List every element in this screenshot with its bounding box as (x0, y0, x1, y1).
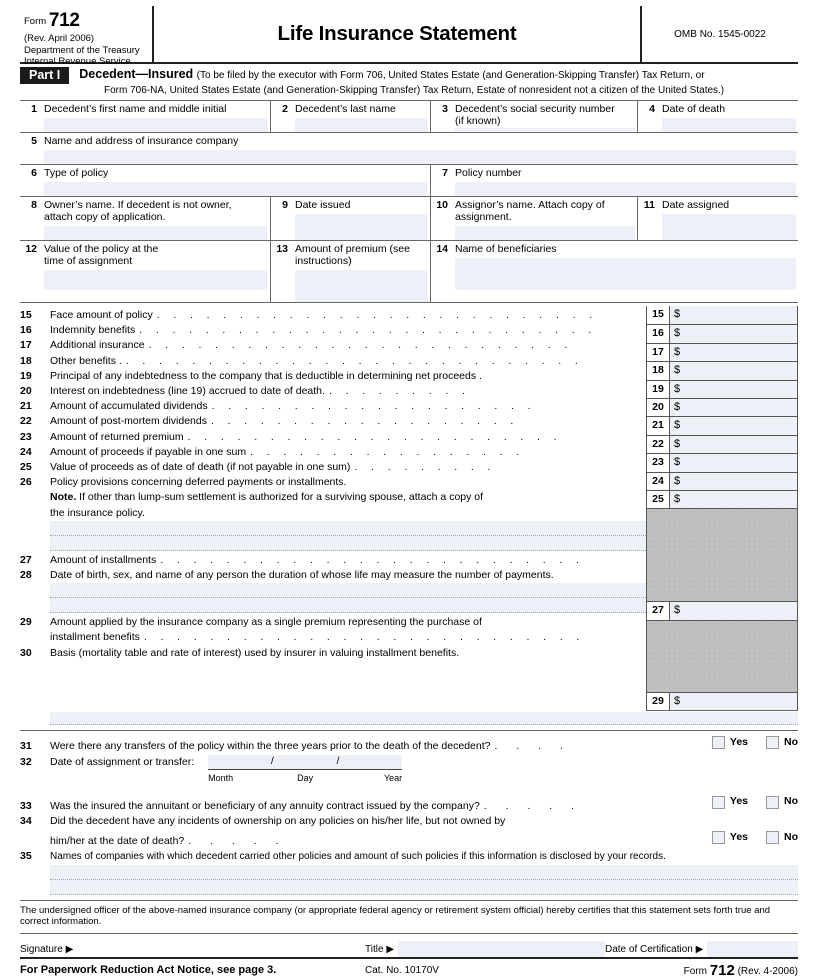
field-5-number: 5 (31, 135, 37, 147)
amount-21-input[interactable]: $ (670, 417, 797, 434)
field-row-5 (20, 133, 798, 165)
form-number: 712 (48, 10, 80, 31)
field-8-input[interactable] (44, 226, 268, 240)
amount-16-number: 16 (647, 325, 670, 342)
field-row-6-7 (20, 165, 798, 197)
arrow-icon: ▶ (386, 943, 395, 955)
form-header (20, 6, 798, 67)
field-1[interactable] (20, 101, 271, 133)
amount-22-number: 22 (647, 436, 670, 453)
line-29-label: Amount applied by the insurance company as a single premium representing the purchase of (50, 616, 482, 629)
amount-row-23[interactable] (647, 453, 797, 471)
line-30-write-area[interactable] (50, 712, 798, 725)
line-34-yes-group[interactable] (712, 830, 748, 846)
dot-leader: . . . . . . . . . . . . . . . . . (250, 445, 525, 458)
amount-17-number: 17 (647, 344, 670, 361)
field-13-input[interactable] (295, 270, 428, 302)
amount-17-input[interactable]: $ (670, 344, 797, 361)
part-1-header (20, 64, 798, 84)
line-15-label: Face amount of policy (50, 309, 153, 321)
field-12-number: 12 (25, 243, 37, 255)
field-8-label-2: attach copy of application. (44, 211, 166, 223)
field-row-8-11 (20, 197, 798, 241)
note-text: If other than lump-sum settlement is authorized for a surviving spouse, attach a copy of (79, 491, 484, 504)
amount-row-22[interactable] (647, 435, 797, 453)
amount-row-16[interactable] (647, 324, 797, 342)
line-31-number: 31 (20, 740, 32, 753)
field-4-label: Date of death (662, 103, 726, 115)
field-4[interactable] (638, 101, 799, 133)
field-1-number: 1 (31, 103, 37, 115)
signature-label (20, 944, 73, 957)
line-26-note (20, 490, 646, 505)
part-1-badge: Part I (20, 67, 69, 84)
amount-23-number: 23 (647, 454, 670, 471)
line-27-label: Amount of installments (50, 553, 157, 566)
amount-row-24[interactable] (647, 472, 797, 490)
field-12[interactable] (20, 241, 271, 303)
dot-leader: . . . . . (483, 799, 583, 812)
signature-field[interactable] (20, 934, 365, 957)
field-2-label: Decedent’s last name (295, 103, 396, 115)
line-35-write-area-2[interactable] (50, 880, 798, 895)
line-26-note-2 (20, 506, 646, 521)
amount-18-number: 18 (647, 362, 670, 379)
line-23-label: Amount of returned premium (50, 430, 184, 443)
line-20-label: Interest on indebtedness (line 19) accrued to date of death. (50, 385, 325, 398)
field-5-input[interactable] (44, 150, 796, 164)
question-row-34 (20, 814, 798, 830)
line-row-19 (20, 369, 646, 384)
line-32-number: 32 (20, 755, 32, 768)
field-7-label: Policy number (455, 167, 522, 179)
field-14-number: 14 (436, 243, 448, 255)
field-2[interactable] (271, 101, 431, 133)
dot-leader: . . . . . . . . . . . . . . . . . . . . . . . . . . (160, 553, 585, 566)
line-28-write-area-1[interactable] (50, 583, 646, 598)
field-12-input[interactable] (44, 270, 268, 290)
question-row-31 (20, 735, 798, 755)
line-32-label: Date of assignment or transfer: (50, 755, 195, 768)
field-9-label: Date issued (295, 199, 351, 211)
form-revision: (Rev. April 2006) (24, 33, 95, 44)
amount-16-input[interactable]: $ (670, 325, 797, 342)
form-identity-block (20, 6, 154, 67)
date-slash-1: / (270, 755, 274, 768)
dot-leader: . . . . . . . . . . . . . . . . . . . . . . . . . . (148, 339, 573, 352)
line-25-number: 25 (20, 461, 32, 474)
line-row-27 (20, 553, 646, 568)
field-8-label: Owner’s name. If decedent is not owner, (44, 199, 232, 211)
field-2-input[interactable] (295, 118, 428, 132)
dept-line-1: Department of the Treasury (24, 44, 140, 56)
field-10-input[interactable] (455, 226, 635, 240)
line-19-number: 19 (20, 369, 32, 382)
line-29-number: 29 (20, 616, 32, 629)
amount-24-input[interactable]: $ (670, 473, 797, 490)
dot-leader: . . . . . . . . . . . . . . . . . . . . . . . . . . . . (139, 324, 597, 337)
catalog-number: Cat. No. 10170V (365, 964, 439, 976)
field-9[interactable] (271, 197, 431, 241)
amount-29-input[interactable]: $ (670, 693, 797, 710)
field-10-label-2: assignment. (455, 211, 512, 223)
title-label-text: Title (365, 943, 384, 955)
field-4-input[interactable] (662, 118, 796, 132)
line-33-label: Was the insured the annuitant or beneficiary of any annuity contract issued by the company? (50, 799, 480, 812)
field-row-12-14 (20, 241, 798, 303)
paperwork-notice: For Paperwork Reduction Act Notice, see page 3. (20, 964, 277, 977)
line-33-number: 33 (20, 799, 32, 812)
dot-leader: . . . . . . . . . (328, 385, 471, 398)
date-certification-label-text: Date of Certification (605, 943, 693, 955)
amount-row-20[interactable] (647, 398, 797, 416)
dot-leader: . . . . . . . . . . . . . . . . . . . . . . . . . . . (156, 309, 598, 321)
footer-form-revision: (Rev. 4-2006) (737, 965, 798, 977)
line-27-number: 27 (20, 553, 32, 566)
amount-19-input[interactable]: $ (670, 381, 797, 398)
line-21-label: Amount of accumulated dividends (50, 400, 208, 413)
line-30-number: 30 (20, 646, 32, 659)
footer-form-number: 712 (709, 961, 735, 979)
line-29-label-2: installment benefits (50, 631, 140, 644)
line-33-no-group[interactable] (766, 794, 798, 810)
line-16-number: 16 (20, 324, 32, 337)
line-30-label: Basis (mortality table and rate of interest) used by insurer in valuing installment benefits. (50, 646, 460, 659)
line-32-year-label: Year (383, 772, 403, 783)
line-29-cont (20, 630, 646, 645)
part-1-subnote: Form 706-NA, United States Estate (and Generation-Skipping Transfer) Tax Return, Estate of nonresident not a citizen of the United States.) (104, 85, 725, 96)
amount-row-29[interactable] (647, 692, 797, 710)
line-24-label: Amount of proceeds if payable in one sum (50, 445, 247, 458)
line-34-yes-label: Yes (729, 830, 748, 843)
amount-24-number: 24 (647, 473, 670, 490)
amount-lines-labels (20, 306, 646, 711)
line-34-yes-checkbox[interactable] (712, 831, 725, 844)
field-11-number: 11 (643, 199, 655, 211)
dot-leader: . . . . . . . . . (354, 461, 496, 474)
field-8[interactable] (20, 197, 271, 241)
amount-15-input[interactable]: $ (670, 306, 797, 324)
field-3-number: 3 (442, 103, 448, 115)
omb-number: OMB No. 1545-0022 (674, 28, 766, 40)
line-row-26 (20, 475, 646, 490)
form-title-block (154, 6, 642, 62)
field-14-input[interactable] (455, 258, 796, 290)
line-row-15 (20, 308, 646, 323)
line-26-note-text (50, 490, 483, 505)
line-18-label: Other benefits . (50, 354, 122, 367)
amount-25-number: 25 (647, 491, 670, 508)
field-13-label: Amount of premium (see instructions) (295, 243, 410, 267)
field-9-number: 9 (282, 199, 288, 211)
question-row-33 (20, 794, 798, 814)
field-11[interactable] (638, 197, 799, 241)
line-17-number: 17 (20, 339, 32, 352)
amount-15-number: 15 (647, 306, 670, 324)
field-9-input[interactable] (295, 214, 428, 240)
amount-row-21[interactable] (647, 416, 797, 434)
questions-section (20, 731, 798, 895)
dot-leader: . . . . . . . . . . . . . . . . . . . (211, 415, 519, 428)
line-35-label: Names of companies with which decedent carried other policies and amount of such policies if this information is disclosed by your records. (50, 851, 666, 863)
date-certification-label (605, 944, 703, 957)
line-26-number: 26 (20, 476, 32, 489)
line-21-number: 21 (20, 400, 32, 413)
amount-row-19[interactable] (647, 380, 797, 398)
line-31-no-label: No (784, 736, 798, 749)
line-32-day-label: Day (297, 772, 314, 783)
field-6-label: Type of policy (44, 167, 109, 179)
shaded-block-28 (647, 620, 797, 692)
question-row-34-cont (20, 830, 798, 850)
line-row-25 (20, 460, 646, 475)
line-row-23 (20, 430, 646, 445)
amount-boxes-column (646, 306, 798, 711)
line-31-yes-checkbox[interactable] (712, 736, 725, 749)
line-34-number: 34 (20, 815, 32, 828)
amount-27-number: 27 (647, 602, 670, 619)
identification-fields (20, 100, 798, 302)
signature-input[interactable] (77, 941, 365, 957)
line-20-number: 20 (20, 385, 32, 398)
arrow-icon: ▶ (695, 943, 704, 955)
line-row-17 (20, 338, 646, 353)
line-34-label: Did the decedent have any incidents of ownership on any policies on his/her life, but not owned by (50, 815, 506, 828)
line-16-label: Indemnity benefits (50, 324, 136, 337)
line-32-month-label: Month (208, 772, 234, 783)
field-10-number: 10 (436, 199, 448, 211)
amount-25-input[interactable]: $ (670, 491, 797, 508)
amount-27-input[interactable]: $ (670, 602, 797, 619)
line-32-date-group[interactable] (208, 755, 402, 787)
amount-21-number: 21 (647, 417, 670, 434)
line-row-18 (20, 354, 646, 369)
part-1-title (79, 67, 704, 83)
line-35-write-area-1[interactable] (50, 865, 798, 880)
line-26-write-area-1[interactable] (50, 521, 646, 536)
line-33-yes-group[interactable] (712, 794, 748, 810)
title-label (365, 944, 394, 957)
arrow-icon: ▶ (65, 943, 74, 955)
field-10[interactable] (431, 197, 638, 241)
signature-row (20, 933, 798, 959)
line-31-no-checkbox[interactable] (766, 736, 779, 749)
field-14-label: Name of beneficiaries (455, 243, 557, 255)
line-34-no-checkbox[interactable] (766, 831, 779, 844)
amount-23-input[interactable]: $ (670, 454, 797, 471)
note-bold-label: Note. (50, 491, 77, 504)
amount-row-17[interactable] (647, 343, 797, 361)
line-18-number: 18 (20, 354, 32, 367)
amount-row-27[interactable] (647, 601, 797, 619)
line-22-number: 22 (20, 415, 32, 428)
date-certification-input[interactable] (707, 941, 798, 957)
field-8-number: 8 (31, 199, 37, 211)
field-14[interactable] (431, 241, 799, 303)
line-row-24 (20, 445, 646, 460)
line-28-label: Date of birth, sex, and name of any person the duration of whose life may measure the number of payments. (50, 569, 554, 582)
amount-20-input[interactable]: $ (670, 399, 797, 416)
field-1-label: Decedent’s first name and middle initial (44, 103, 227, 115)
footer-form-label: Form (683, 965, 707, 977)
footer-bottom-row (20, 959, 798, 979)
signature-label-text: Signature (20, 943, 63, 955)
date-slash-2: / (336, 755, 340, 768)
line-34-no-group[interactable] (766, 830, 798, 846)
dot-leader: . . . . (494, 740, 571, 753)
field-11-input[interactable] (662, 214, 796, 240)
page-title: Life Insurance Statement (277, 22, 517, 45)
line-28-number: 28 (20, 569, 32, 582)
question-row-32 (20, 755, 798, 787)
field-3-input[interactable] (455, 128, 635, 131)
amount-row-15[interactable] (647, 306, 797, 324)
title-input[interactable] (398, 941, 605, 957)
line-15-number: 15 (20, 309, 32, 321)
line-33-yes-label: Yes (729, 795, 748, 808)
certification-statement: The undersigned officer of the above-named insurance company (or appropriate federal agency or retirement system official) hereby certifies that this statement sets forth true and correct information. (20, 904, 771, 928)
line-25-label: Value of proceeds as of date of death (if not payable in one sum) (50, 461, 351, 474)
field-2-number: 2 (282, 103, 288, 115)
line-33-no-label: No (784, 795, 798, 808)
line-34-label-2: him/her at the date of death? (50, 834, 185, 847)
dot-leader: . . . . . . . . . . . . . . . . . . . . (211, 400, 536, 413)
amount-row-25[interactable] (647, 490, 797, 508)
line-row-28 (20, 568, 646, 583)
field-4-number: 4 (649, 103, 655, 115)
line-26-label: Policy provisions concerning deferred payments or installments. (50, 476, 347, 489)
amount-lines-section (20, 306, 798, 711)
field-13-number: 13 (276, 243, 288, 255)
field-3-label: Decedent’s social security number (455, 103, 615, 115)
form-number-line (24, 10, 152, 32)
field-5[interactable] (20, 133, 798, 165)
line-33-yes-checkbox[interactable] (712, 796, 725, 809)
field-7-input[interactable] (455, 182, 796, 196)
line-row-16 (20, 323, 646, 338)
date-certification-field[interactable] (605, 934, 798, 957)
field-6[interactable] (20, 165, 431, 197)
line-22-label: Amount of post-mortem dividends (50, 415, 207, 428)
amount-19-number: 19 (647, 381, 670, 398)
field-12-label-2: time of assignment (44, 255, 133, 267)
line-17-label: Additional insurance (50, 339, 145, 352)
dept-line-2: Internal Revenue Service (24, 56, 131, 67)
field-1-input[interactable] (44, 118, 268, 132)
part-1-title-text: Decedent—Insured (79, 67, 194, 81)
dot-leader: . . . . . (188, 834, 287, 847)
form-label: Form (24, 16, 47, 27)
line-33-no-checkbox[interactable] (766, 796, 779, 809)
line-26-write-area-2[interactable] (50, 536, 646, 551)
line-24-number: 24 (20, 445, 32, 458)
field-3[interactable] (431, 101, 638, 133)
amount-22-input[interactable]: $ (670, 436, 797, 453)
line-19-label: Principal of any indebtedness to the company that is deductible in determining net proceeds . (50, 369, 482, 382)
field-3-label-2: (if known) (455, 115, 501, 127)
line-23-number: 23 (20, 430, 32, 443)
title-field[interactable] (365, 934, 605, 957)
question-row-35 (20, 849, 798, 865)
field-7[interactable] (431, 165, 799, 197)
footer-form-identifier (605, 962, 798, 979)
line-31-no-group[interactable] (766, 735, 798, 751)
dot-leader: . . . . . . . . . . . . . . . . . . . . . . . . . . . (143, 631, 585, 644)
field-11-label: Date assigned (662, 199, 730, 211)
field-7-number: 7 (442, 167, 448, 179)
amount-18-input[interactable]: $ (670, 362, 797, 379)
line-31-label: Were there any transfers of the policy within the three years prior to the death of the decedent? (50, 740, 491, 753)
line-31-yes-label: Yes (729, 736, 748, 749)
line-row-21 (20, 399, 646, 414)
line-row-22 (20, 414, 646, 429)
shaded-block-26 (647, 508, 797, 601)
field-6-number: 6 (31, 167, 37, 179)
line-26-note-text-2: the insurance policy. (50, 506, 145, 519)
line-28-write-area-2[interactable] (50, 598, 646, 613)
amount-20-number: 20 (647, 399, 670, 416)
field-6-input[interactable] (44, 182, 428, 196)
part-1-title-note: (To be filed by the executor with Form 706, United States Estate (and Generation-Skipping Transfer) Tax Return, or (196, 70, 705, 81)
dot-leader: . . . . . . . . . . . . . . . . . . . . . . . (187, 430, 562, 443)
field-row-1-4 (20, 101, 798, 133)
line-row-20 (20, 384, 646, 399)
amount-row-18[interactable] (647, 361, 797, 379)
line-35-number: 35 (20, 850, 32, 863)
line-34-no-label: No (784, 830, 798, 843)
dot-leader: . . . . . . . . . . . . . . . . . . . . . . . . . . . . (125, 354, 584, 367)
field-10-label: Assignor’s name. Attach copy of (455, 199, 605, 211)
field-12-label: Value of the policy at the (44, 243, 159, 255)
amount-29-number: 29 (647, 693, 670, 710)
line-row-29 (20, 615, 646, 630)
line-row-30 (20, 646, 646, 661)
line-31-yes-group[interactable] (712, 735, 748, 751)
field-5-label: Name and address of insurance company (44, 135, 239, 147)
field-13[interactable] (271, 241, 431, 303)
